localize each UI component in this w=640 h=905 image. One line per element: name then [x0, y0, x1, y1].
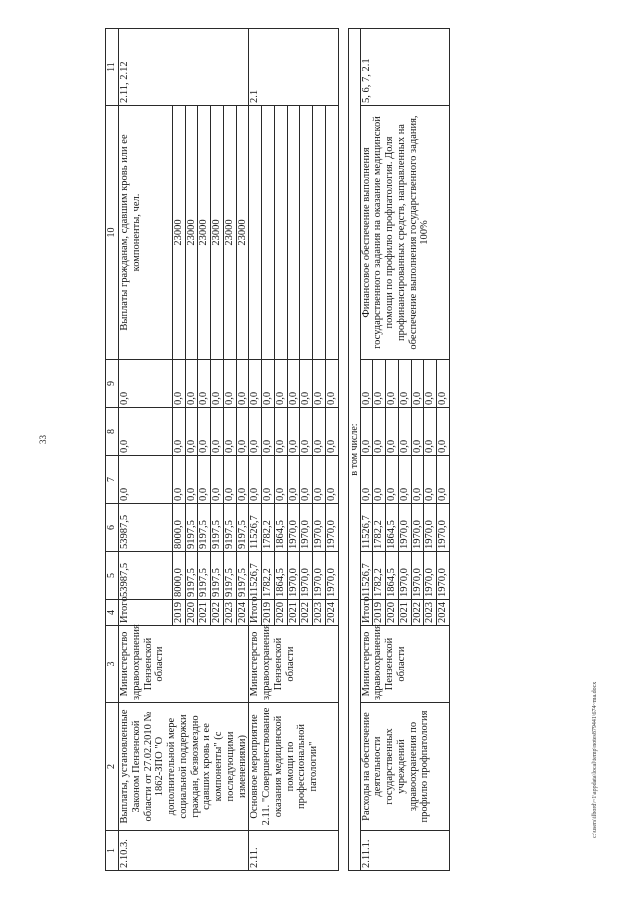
- value-cell: 0,0: [398, 456, 411, 504]
- year-cell: 2021: [198, 600, 211, 626]
- measure-name: Расходы на обеспечение деятельности государственных учреждений здравоохранения по профилю профпатология: [360, 703, 449, 831]
- value-cell: 0,0: [398, 360, 411, 408]
- value-cell: 9197,5: [198, 552, 211, 600]
- value-cell: 0,0: [172, 408, 185, 456]
- value-cell: 0,0: [325, 360, 338, 408]
- period-label: Итого: [249, 600, 262, 626]
- value-cell: 0,0: [211, 408, 224, 456]
- col-header: 5: [106, 552, 119, 600]
- col-header: 7: [106, 456, 119, 504]
- year-cell: 2023: [424, 600, 437, 626]
- value-cell: 1970,0: [313, 504, 326, 552]
- year-cell: 2021: [287, 600, 300, 626]
- value-cell: 0,0: [411, 408, 424, 456]
- value-cell: 1970,0: [300, 552, 313, 600]
- vtom-row: [348, 29, 360, 871]
- value-cell: 1970,0: [411, 504, 424, 552]
- value-cell: 53987,5: [119, 552, 173, 600]
- value-cell: 0,0: [424, 456, 437, 504]
- indicator-value-cell: 23000: [198, 106, 211, 360]
- value-cell: 0,0: [274, 408, 287, 456]
- value-cell: 0,0: [185, 408, 198, 456]
- col-header: 2: [106, 703, 119, 831]
- value-cell: 11526,7: [249, 552, 262, 600]
- link-cell: 2.11, 2.12: [119, 29, 249, 106]
- spacer-row: [338, 29, 348, 871]
- value-cell: 1864,5: [274, 504, 287, 552]
- value-cell: 0,0: [198, 408, 211, 456]
- value-cell: 9197,5: [236, 552, 249, 600]
- year-cell: 2020: [274, 600, 287, 626]
- year-cell: 2023: [223, 600, 236, 626]
- measure-block-2-11-1: [360, 29, 449, 871]
- value-cell: 1970,0: [424, 504, 437, 552]
- value-cell: 1970,0: [424, 552, 437, 600]
- value-cell: 9197,5: [198, 504, 211, 552]
- indicator-value-cell: [300, 106, 313, 360]
- measure-block-2-11: [249, 29, 338, 871]
- value-cell: 0,0: [424, 408, 437, 456]
- value-cell: 0,0: [119, 408, 173, 456]
- value-cell: 8000,0: [172, 552, 185, 600]
- value-cell: 0,0: [360, 456, 373, 504]
- year-cell: 2020: [185, 600, 198, 626]
- value-cell: 0,0: [386, 408, 399, 456]
- value-cell: 0,0: [172, 456, 185, 504]
- year-cell: 2019: [373, 600, 386, 626]
- col-header: 1: [106, 831, 119, 871]
- year-cell: 2022: [411, 600, 424, 626]
- value-cell: 1970,0: [287, 552, 300, 600]
- col-header: 10: [106, 106, 119, 360]
- measure-number: 2.10.3.: [119, 831, 249, 871]
- period-label: Итого: [360, 600, 373, 626]
- value-cell: 9197,5: [211, 552, 224, 600]
- col-header: 11: [106, 29, 119, 106]
- value-cell: 11526,7: [360, 552, 373, 600]
- value-cell: 0,0: [411, 360, 424, 408]
- value-cell: 0,0: [274, 360, 287, 408]
- year-cell: 2019: [262, 600, 275, 626]
- value-cell: 1782,2: [262, 504, 275, 552]
- value-cell: 1782,2: [373, 504, 386, 552]
- value-cell: 0,0: [398, 408, 411, 456]
- indicator-value-cell: [262, 106, 275, 360]
- value-cell: 0,0: [185, 456, 198, 504]
- value-cell: 9197,5: [236, 504, 249, 552]
- measure-name: Основное мероприятие 2.11. "Совершенствование оказания медицинской помощи по профессиональной патологии": [249, 703, 338, 831]
- value-cell: 8000,0: [172, 504, 185, 552]
- value-cell: 0,0: [211, 360, 224, 408]
- value-cell: 0,0: [386, 360, 399, 408]
- value-cell: 0,0: [262, 360, 275, 408]
- value-cell: 0,0: [119, 360, 173, 408]
- value-cell: 1782,2: [262, 552, 275, 600]
- value-cell: 0,0: [236, 408, 249, 456]
- indicator-value-cell: 23000: [172, 106, 185, 360]
- value-cell: 11526,7: [360, 504, 373, 552]
- year-cell: 2021: [398, 600, 411, 626]
- indicator-value-cell: [313, 106, 326, 360]
- value-cell: 0,0: [262, 456, 275, 504]
- year-cell: 2022: [211, 600, 224, 626]
- value-cell: 0,0: [236, 360, 249, 408]
- value-cell: 0,0: [223, 408, 236, 456]
- value-cell: 0,0: [373, 408, 386, 456]
- col-header: 3: [106, 626, 119, 703]
- value-cell: 0,0: [287, 408, 300, 456]
- indicator-value-cell: 23000: [211, 106, 224, 360]
- link-cell: 2.1: [249, 29, 338, 106]
- value-cell: 9197,5: [211, 504, 224, 552]
- value-cell: 0,0: [313, 456, 326, 504]
- measure-number: 2.11.1.: [360, 831, 449, 871]
- measure-block-2-10-3: [119, 29, 249, 871]
- col-header: 9: [106, 360, 119, 408]
- value-cell: 0,0: [262, 408, 275, 456]
- measure-number: 2.11.: [249, 831, 338, 871]
- year-cell: 2022: [300, 600, 313, 626]
- value-cell: 1970,0: [398, 552, 411, 600]
- measure-executor: Министерство здравоохранения Пензенской области: [119, 626, 249, 703]
- value-cell: 0,0: [325, 408, 338, 456]
- value-cell: 0,0: [360, 360, 373, 408]
- value-cell: 0,0: [386, 456, 399, 504]
- value-cell: 0,0: [437, 456, 450, 504]
- value-cell: 11526,7: [249, 504, 262, 552]
- year-cell: 2023: [313, 600, 326, 626]
- value-cell: 0,0: [119, 456, 173, 504]
- value-cell: 0,0: [274, 456, 287, 504]
- link-cell: 5, 6, 7, 2.1: [360, 29, 449, 106]
- value-cell: 0,0: [287, 360, 300, 408]
- value-cell: 1970,0: [313, 552, 326, 600]
- indicator-cell: [249, 106, 262, 360]
- value-cell: 0,0: [360, 408, 373, 456]
- value-cell: 0,0: [373, 360, 386, 408]
- value-cell: 0,0: [437, 408, 450, 456]
- value-cell: 1864,5: [274, 552, 287, 600]
- indicator-value-cell: 23000: [236, 106, 249, 360]
- value-cell: 9197,5: [185, 552, 198, 600]
- col-header: 8: [106, 408, 119, 456]
- value-cell: 9197,5: [185, 504, 198, 552]
- value-cell: 0,0: [223, 456, 236, 504]
- footer-file-path: c:\users\ilbord\~1\appdata\local\temp\notes879441\674~ma.docx: [592, 681, 598, 838]
- value-cell: 1970,0: [437, 504, 450, 552]
- value-cell: 1970,0: [398, 504, 411, 552]
- value-cell: 0,0: [313, 408, 326, 456]
- year-cell: 2024: [236, 600, 249, 626]
- value-cell: 0,0: [198, 360, 211, 408]
- value-cell: 0,0: [424, 360, 437, 408]
- year-cell: 2024: [437, 600, 450, 626]
- measure-executor: Министерство здравоохранения Пензенской области: [249, 626, 338, 703]
- table-row: [119, 29, 173, 871]
- year-cell: 2019: [172, 600, 185, 626]
- col-header: 4: [106, 600, 119, 626]
- value-cell: 0,0: [325, 456, 338, 504]
- column-number-row: [106, 29, 119, 871]
- value-cell: 1970,0: [437, 552, 450, 600]
- value-cell: 1970,0: [325, 504, 338, 552]
- value-cell: 1782,2: [373, 552, 386, 600]
- indicator-value-cell: [325, 106, 338, 360]
- value-cell: 0,0: [185, 360, 198, 408]
- col-header: 6: [106, 504, 119, 552]
- value-cell: 9197,5: [223, 504, 236, 552]
- program-table: [105, 28, 450, 871]
- value-cell: 1970,0: [287, 504, 300, 552]
- value-cell: 1864,5: [386, 504, 399, 552]
- year-cell: 2020: [386, 600, 399, 626]
- value-cell: 0,0: [223, 360, 236, 408]
- indicator-cell: Выплаты гражданам, сдавшим кровь или ее компоненты, чел.: [119, 106, 173, 360]
- table-row: [249, 29, 262, 871]
- value-cell: 0,0: [373, 456, 386, 504]
- value-cell: 1970,0: [300, 504, 313, 552]
- period-label: Итого: [119, 600, 173, 626]
- value-cell: 0,0: [249, 408, 262, 456]
- value-cell: 0,0: [300, 408, 313, 456]
- rotated-table-wrapper: [105, 29, 450, 871]
- measure-executor: Министерство здравоохранения Пензенской области: [360, 626, 449, 703]
- table-row: [360, 29, 373, 871]
- value-cell: 1970,0: [411, 552, 424, 600]
- indicator-value-cell: [287, 106, 300, 360]
- indicator-value-cell: [274, 106, 287, 360]
- indicator-value-cell: 23000: [223, 106, 236, 360]
- value-cell: 0,0: [300, 456, 313, 504]
- indicator-cell: Финансовое обеспечение выполнения государственного задания на оказание медицинской помощи по профилю профпатология. Доля профинансированных средств, направленных на обеспечение выполнения государственного задания, 100%: [360, 106, 449, 360]
- value-cell: 1970,0: [325, 552, 338, 600]
- value-cell: 1864,5: [386, 552, 399, 600]
- value-cell: 0,0: [411, 456, 424, 504]
- year-cell: 2024: [325, 600, 338, 626]
- value-cell: 0,0: [249, 360, 262, 408]
- value-cell: 0,0: [437, 360, 450, 408]
- value-cell: 53987,5: [119, 504, 173, 552]
- value-cell: 0,0: [313, 360, 326, 408]
- value-cell: 0,0: [287, 456, 300, 504]
- value-cell: 0,0: [236, 456, 249, 504]
- value-cell: 0,0: [211, 456, 224, 504]
- vtom-label: в том числе:: [348, 29, 360, 871]
- value-cell: 0,0: [249, 456, 262, 504]
- measure-name: Выплаты, установленные Законом Пензенской области от 27.02.2010 № 1862-ЗПО "О дополнительной мере социальной поддержки граждан, безвозмездно сдавших кровь и ее компоненты" (с последующими изменениями): [119, 703, 249, 831]
- page-number: 33: [38, 435, 48, 444]
- value-cell: 0,0: [300, 360, 313, 408]
- value-cell: 9197,5: [223, 552, 236, 600]
- value-cell: 0,0: [198, 456, 211, 504]
- value-cell: 0,0: [172, 360, 185, 408]
- indicator-value-cell: 23000: [185, 106, 198, 360]
